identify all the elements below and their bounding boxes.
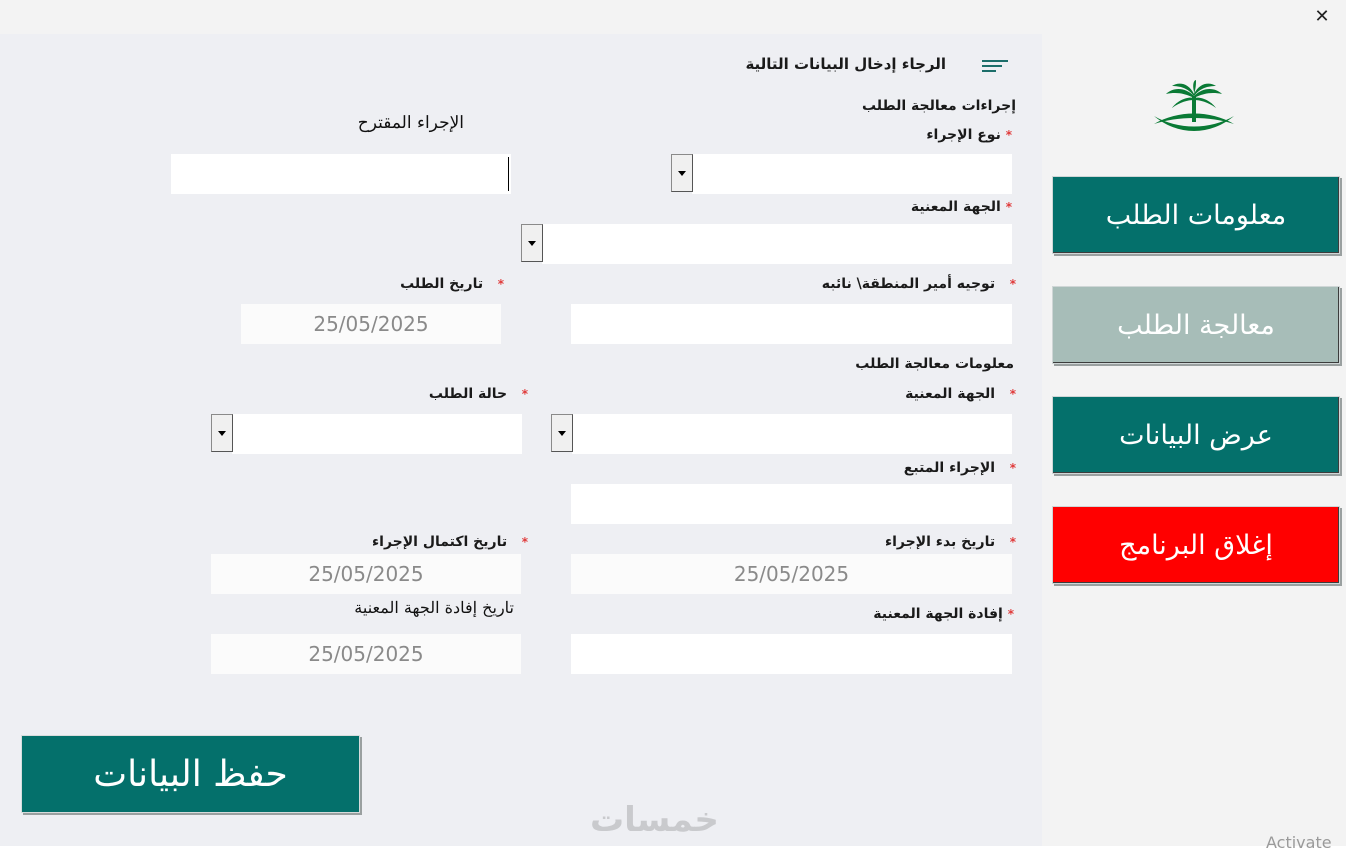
concerned-party-2-dropdown-button[interactable] xyxy=(551,414,573,452)
bottom-strip xyxy=(0,846,1346,851)
request-date-field[interactable]: 25/05/2025 xyxy=(241,304,501,344)
title-bar xyxy=(0,0,1346,34)
chevron-down-icon xyxy=(558,431,566,436)
action-type-dropdown-button[interactable] xyxy=(671,154,693,192)
form-heading: الرجاء إدخال البيانات التالية xyxy=(745,55,946,73)
menu-lines-icon xyxy=(980,58,1010,74)
concerned-party-2-select[interactable] xyxy=(572,414,1012,454)
request-status-select[interactable] xyxy=(232,414,522,454)
concerned-party-label: * الجهة المعنية xyxy=(910,199,1012,215)
followed-action-input[interactable] xyxy=(571,484,1012,524)
view-data-button[interactable]: عرض البيانات xyxy=(1052,396,1340,474)
chevron-down-icon xyxy=(678,171,686,176)
party-feedback-input[interactable] xyxy=(571,634,1012,674)
concerned-party-select[interactable] xyxy=(542,224,1012,264)
section-title-procedures: إجراءات معالجة الطلب xyxy=(861,98,1016,114)
text-caret xyxy=(508,157,509,191)
action-completion-date-field[interactable]: 25/05/2025 xyxy=(211,554,521,594)
chevron-down-icon xyxy=(528,241,536,246)
emir-directive-input[interactable] xyxy=(571,304,1012,344)
proposed-action-label: الإجراء المقترح xyxy=(357,113,464,133)
close-program-button[interactable]: إغلاق البرنامج xyxy=(1052,506,1340,584)
request-date-label: * تاريخ الطلب xyxy=(400,276,504,292)
section-title-processing-info: معلومات معالجة الطلب xyxy=(855,356,1014,372)
close-icon[interactable]: ✕ xyxy=(1314,5,1330,27)
action-start-date-label: * تاريخ بدء الإجراء xyxy=(884,534,1016,550)
action-type-select[interactable] xyxy=(692,154,1012,194)
action-start-date-field[interactable]: 25/05/2025 xyxy=(571,554,1012,594)
party-feedback-date-label: تاريخ إفادة الجهة المعنية xyxy=(354,598,514,617)
concerned-party-dropdown-button[interactable] xyxy=(521,224,543,262)
emir-directive-label: * توجيه أمير المنطقة\ نائبه xyxy=(821,276,1016,292)
palm-swords-emblem-icon xyxy=(1148,80,1240,138)
activate-windows-watermark: Activate xyxy=(1266,833,1332,851)
action-completion-date-label: * تاريخ اكتمال الإجراء xyxy=(372,534,528,550)
request-status-label: * حالة الطلب xyxy=(428,386,528,402)
chevron-down-icon xyxy=(218,431,226,436)
request-processing-button[interactable]: معالجة الطلب xyxy=(1052,286,1340,364)
request-status-dropdown-button[interactable] xyxy=(211,414,233,452)
party-feedback-date-field[interactable]: 25/05/2025 xyxy=(211,634,521,674)
watermark-logo: خمسات xyxy=(590,800,719,840)
request-info-button[interactable]: معلومات الطلب xyxy=(1052,176,1340,254)
action-type-label: * نوع الإجراء xyxy=(926,127,1012,143)
proposed-action-input[interactable] xyxy=(171,154,511,194)
save-data-button[interactable]: حفظ البيانات xyxy=(21,735,360,813)
party-feedback-label: * إفادة الجهة المعنية xyxy=(873,606,1014,622)
followed-action-label: * الإجراء المتبع xyxy=(903,460,1016,476)
concerned-party-2-label: * الجهة المعنية xyxy=(905,386,1016,402)
